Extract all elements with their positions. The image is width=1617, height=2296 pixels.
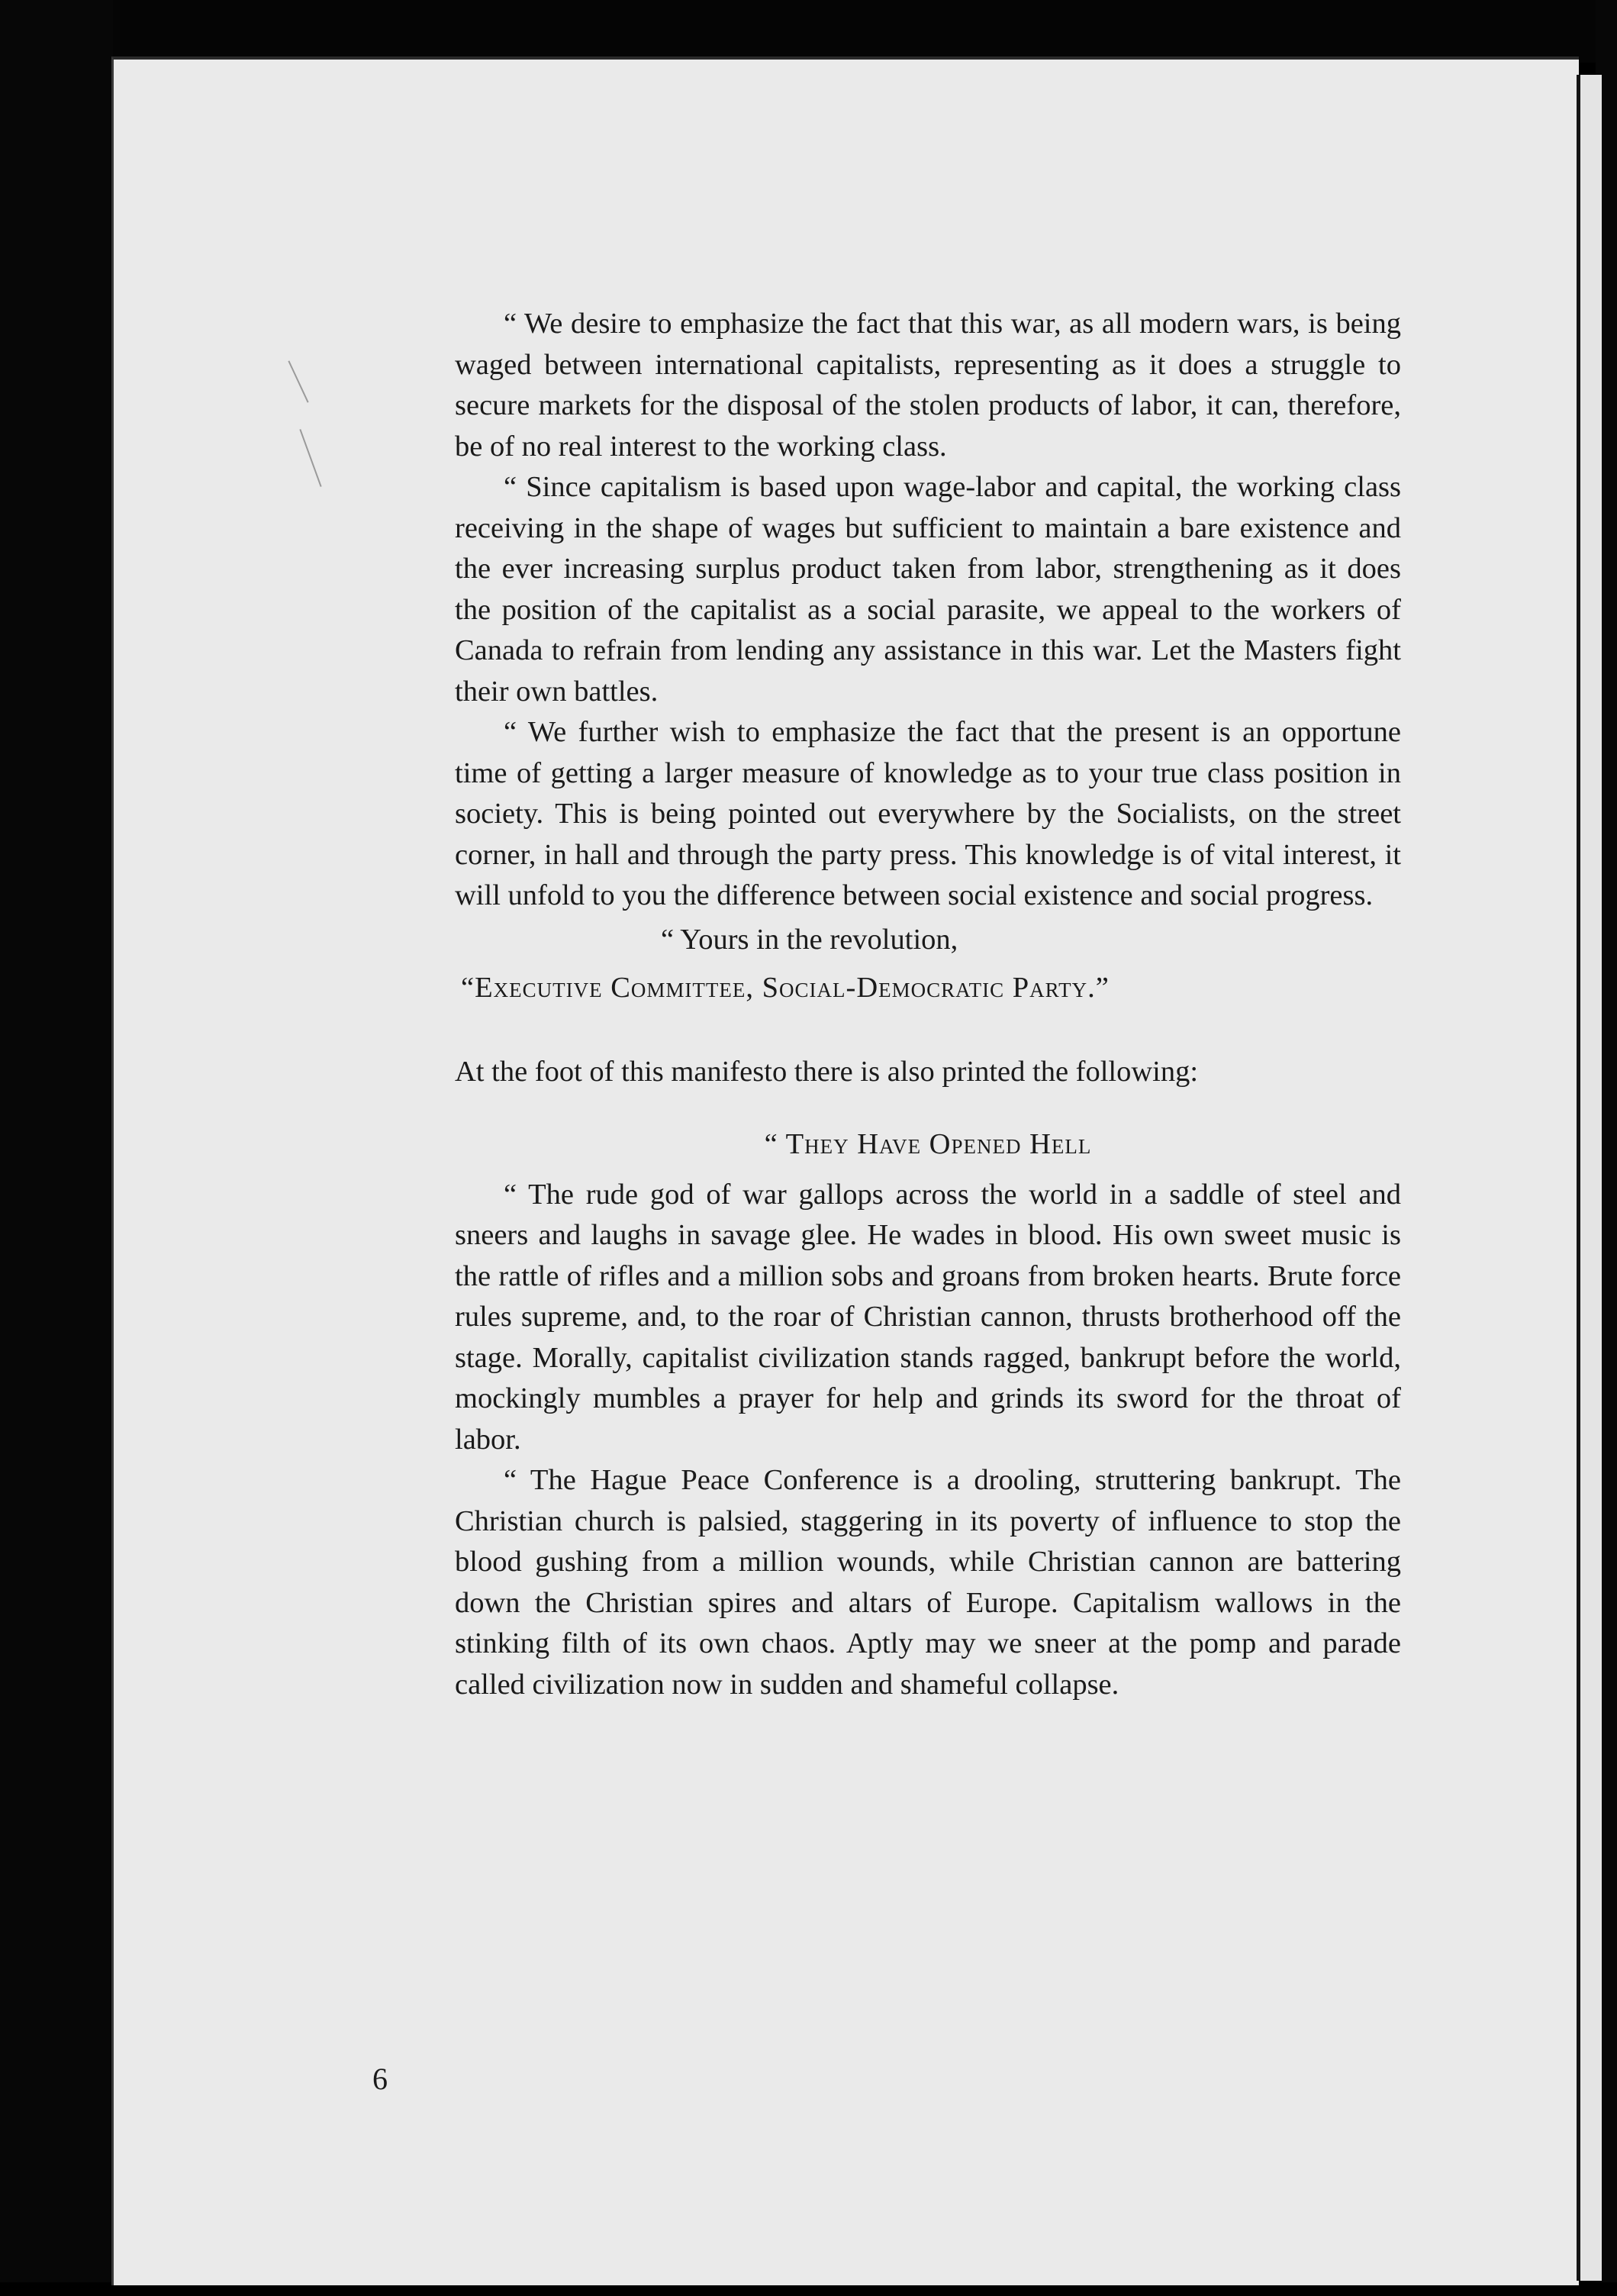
intro-line: At the foot of this manifesto there is also printed the following: (455, 1055, 1199, 1088)
signature-line: “Executive Committee, Social-Democratic Party.” (461, 972, 1110, 1004)
hell-paragraph: “ The Hague Peace Conference is a drooling, struttering bankrupt. The Christian church is palsied, staggering in its poverty of influence to stop the blood gushing from a million wounds, while Christian cannon are battering down the Christian spires and altars of Europe. Capitalism wallows in the stinking filth of its own chaos. Aptly may we sneer at the pomp and parade called civilization now in sudden and shameful collapse. (455, 1464, 1401, 1701)
scan-left-border (0, 0, 113, 2296)
closing-line: “ Yours in the revolution, (661, 923, 958, 956)
section-heading: “ They Have Opened Hell (764, 1128, 1092, 1160)
manifesto-paragraph: “ Since capitalism is based upon wage-labor and capital, the working class receiving in the shape of wages but sufficient to maintain a bare existence and the ever increasing surplus product taken from labor, strengthening as it does the position of the capitalist as a social parasite, we appeal to the workers of Canada to refrain from lending any assistance in this war. Let the Masters fight their own battles. (455, 471, 1401, 708)
document-body (455, 304, 1401, 1705)
manifesto-paragraph: “ We further wish to emphasize the fact that the present is an opportune time of getting a larger measure of knowledge as to your true class position in society. This is being pointed out everywhere by the Socialists, on the street corner, in hall and through the party press. This knowledge is of vital interest, it will unfold to you the difference between social existence and social progress. (455, 716, 1401, 911)
scan-top-border (0, 0, 1617, 63)
page-number: 6 (372, 2062, 388, 2096)
next-page-edge (1577, 75, 1602, 2281)
manifesto-paragraph: “ We desire to emphasize the fact that this war, as all modern wars, is being waged between international capitalists, representing as it does a struggle to secure markets for the disposal of the stolen products of labor, it can, therefore, be of no real interest to the working class. (455, 308, 1401, 463)
hell-paragraph: “ The rude god of war gallops across the world in a saddle of steel and sneers and laughs in savage glee. He wades in blood. His own sweet music is the rattle of rifles and a million sobs and groans from broken hearts. Brute force rules supreme, and, to the roar of Christian cannon, thrusts brotherhood off the stage. Morally, capitalist civilization stands ragged, bankrupt before the world, mockingly mumbles a prayer for help and grinds its sword for the throat of labor. (455, 1178, 1401, 1456)
